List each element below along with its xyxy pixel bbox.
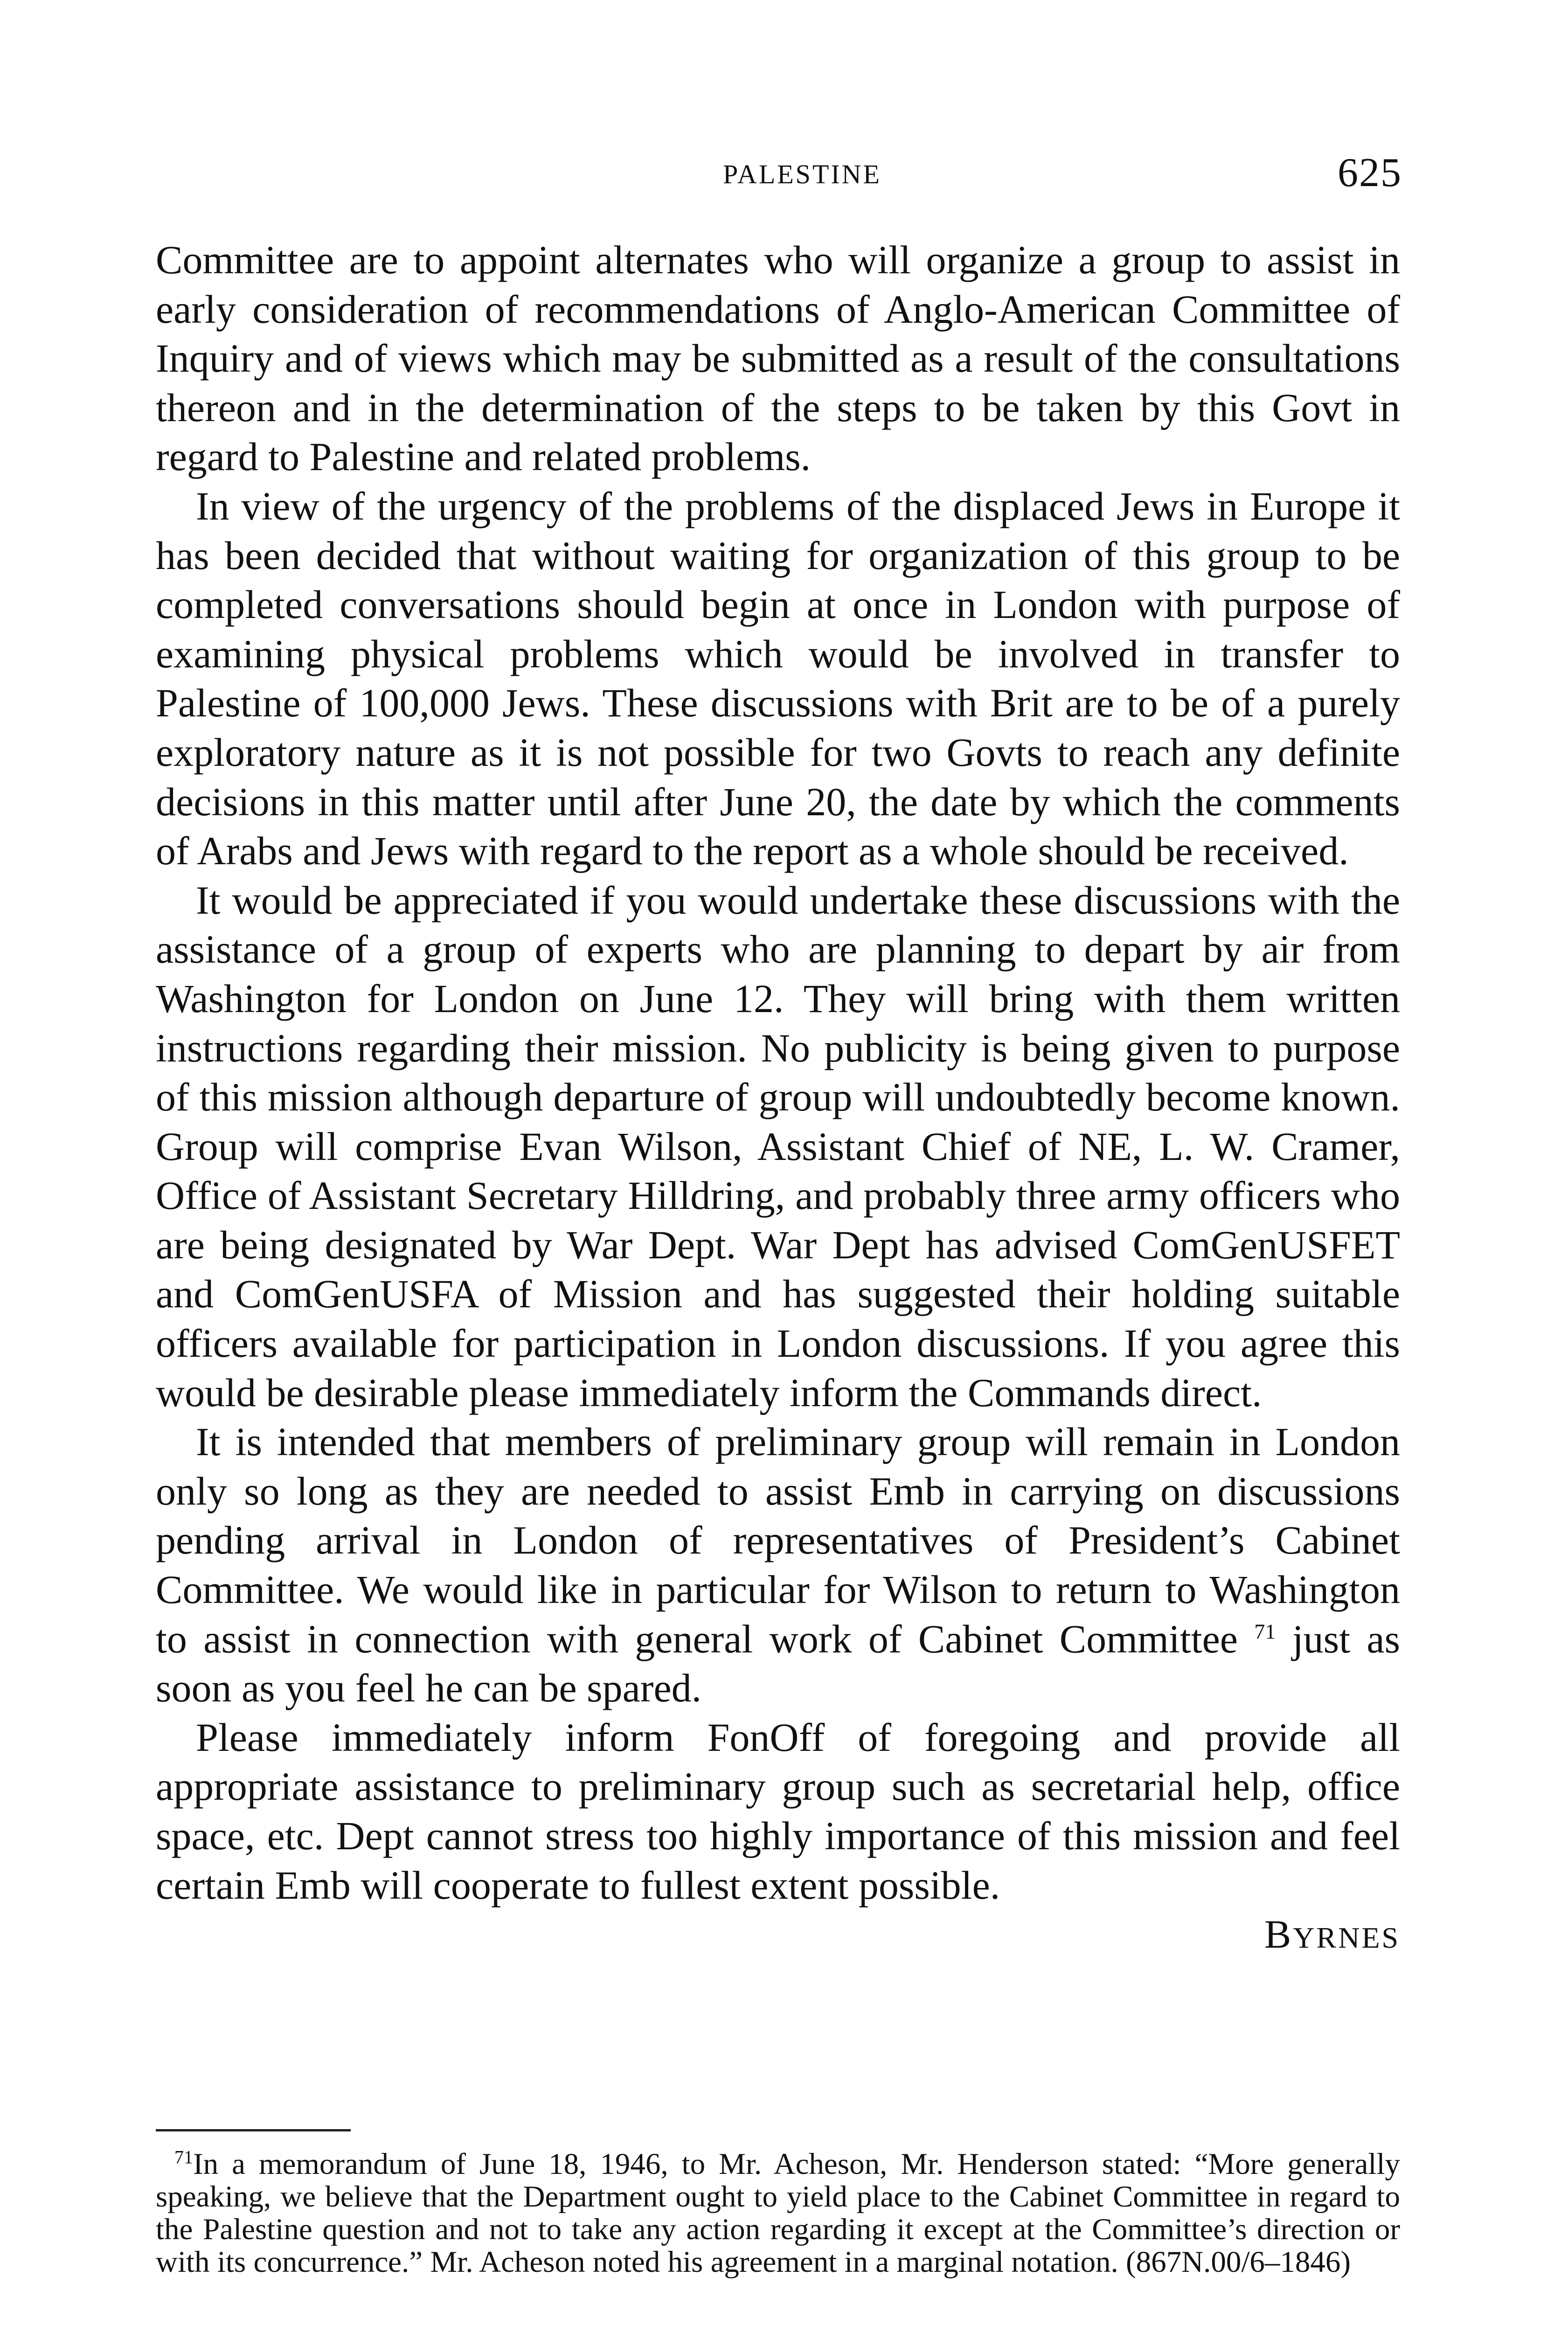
paragraph-4-text: It is intended that members of preliminary group will remain in London only so long as they are needed to assist Emb in carrying on discussions pending arrival in London of representatives of President’s Cabinet Committee. We would like in particular for Wilson to return to Washington to assist in connection with general work of Cabinet Committee [156,1419,1400,1661]
signature [156,1910,1400,1963]
page-number: 625 [1338,150,1402,195]
paragraph-5: Please immediately inform FonOff of foregoing and provide all appropriate assistance to preliminary group such as secretarial help, office space, etc. Dept cannot stress too highly importance of this mission and feel certain Emb will cooperate to fullest extent possible. [156,1714,1400,1908]
body-text [156,236,1400,1963]
footnote [156,2148,1400,2278]
footnote-mark: 71 [174,2146,193,2168]
paragraph-3: It would be appreciated if you would undertake these discussions with the assistance of a group of experts who are planning to depart by air from Washington for London on June 12. They will bring with them written instructions regarding their mission. No publicity is being given to purpose of this mission although departure of group will undoubtedly become known. Group will comprise Evan Wilson, Assistant Chief of NE, L. W. Cramer, Office of Assistant Secretary Hilldring, and probably three army officers who are being designated by War Dept. War Dept has advised ComGenUSFET and ComGenUSFA of Mission and has suggested their holding suitable officers available for participation in London discussions. If you agree this would be desirable please immediately inform the Commands direct. [156,877,1400,1415]
running-title: PALESTINE [723,159,881,189]
signature-rest: YRNES [1293,1921,1400,1955]
footnote-reference[interactable]: 71 [1254,1619,1276,1643]
paragraph-1: Committee are to appoint alternates who will organize a group to assist in early consideration of recommendations of Anglo-American Committee of Inquiry and of views which may be submitted as a result of the consultations thereon and in the determination of the steps to be taken by this Govt in regard to Palestine and related problems. [156,237,1400,479]
signature-initial: B [1264,1912,1293,1957]
footnote-divider [156,2129,351,2131]
paragraph-2: In view of the urgency of the problems of the displaced Jews in Europe it has been decided that without waiting for organization of this group to be completed conversations should begin at once in London with purpose of examining physical problems which would be involved in transfer to Palestine of 100,000 Jews. These discussions with Brit are to be of a purely exploratory nature as it is not possible for two Govts to reach any definite decisions in this matter until after June 20, the date by which the comments of Arabs and Jews with regard to the report as a whole should be received. [156,483,1400,874]
footnote-text: In a memorandum of June 18, 1946, to Mr. Acheson, Mr. Henderson stated: “More generally speaking, we believe that the Department ought to yield place to the Cabinet Committee in regard to the Palestine question and not to take any action regarding it except at the Committee’s direction or with its concurrence.” Mr. Acheson noted his agreement in a marginal notation. (867N.00/6–1846) [156,2147,1400,2279]
paragraph-4-text-end: just as soon as you feel he can be spared. [156,1616,1400,1711]
running-header [0,150,1568,210]
paragraph-4 [156,1417,1400,1713]
